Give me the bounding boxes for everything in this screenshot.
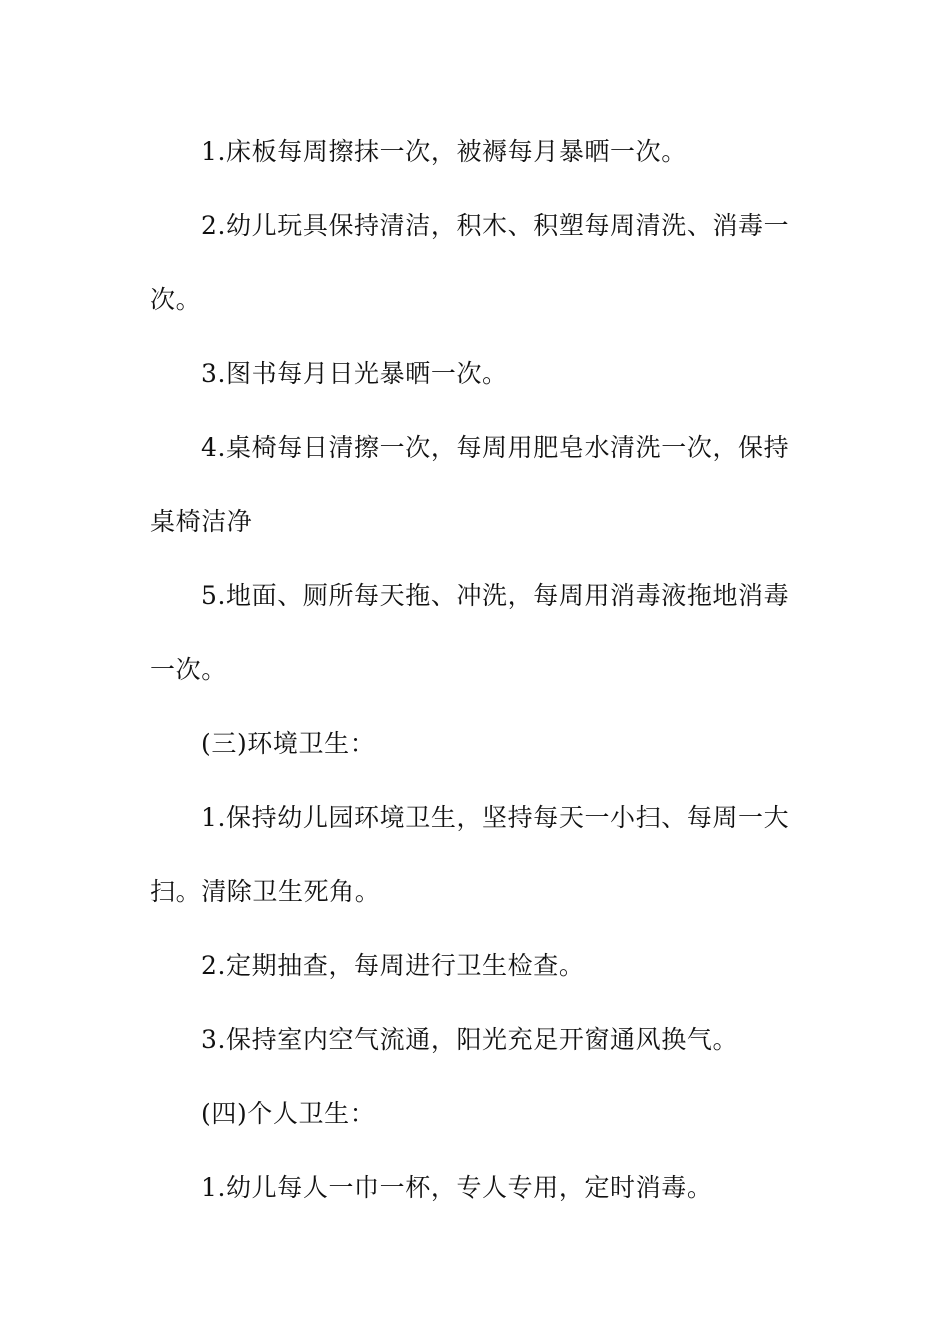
- paragraph-table-chair-cleaning: 4.桌椅每日清擦一次，每周用肥皂水清洗一次，保持桌椅洁净: [150, 433, 790, 536]
- section-heading-personal-hygiene: (四)个人卫生：: [201, 1099, 376, 1128]
- paragraph-bed-cleaning: 1.床板每周擦抹一次，被褥每月暴晒一次。: [201, 137, 687, 166]
- paragraph-ventilation: 3.保持室内空气流通，阳光充足开窗通风换气。: [201, 1025, 739, 1054]
- paragraph-personal-towel-cup: 1.幼儿每人一巾一杯，专人专用，定时消毒。: [201, 1173, 713, 1202]
- paragraph-book-sunning: 3.图书每月日光暴晒一次。: [201, 359, 508, 388]
- document-body: [150, 115, 795, 1225]
- paragraph-environment-cleaning: 1.保持幼儿园环境卫生，坚持每天一小扫、每周一大扫。清除卫生死角。: [150, 803, 790, 906]
- paragraph-toy-cleaning: 2.幼儿玩具保持清洁，积木、积塑每周清洗、消毒一次。: [150, 211, 790, 314]
- section-heading-environment-hygiene: (三)环境卫生：: [201, 729, 376, 758]
- paragraph-floor-toilet-cleaning: 5.地面、厕所每天拖、冲洗，每周用消毒液拖地消毒一次。: [150, 581, 790, 684]
- paragraph-hygiene-inspection: 2.定期抽查，每周进行卫生检查。: [201, 951, 585, 980]
